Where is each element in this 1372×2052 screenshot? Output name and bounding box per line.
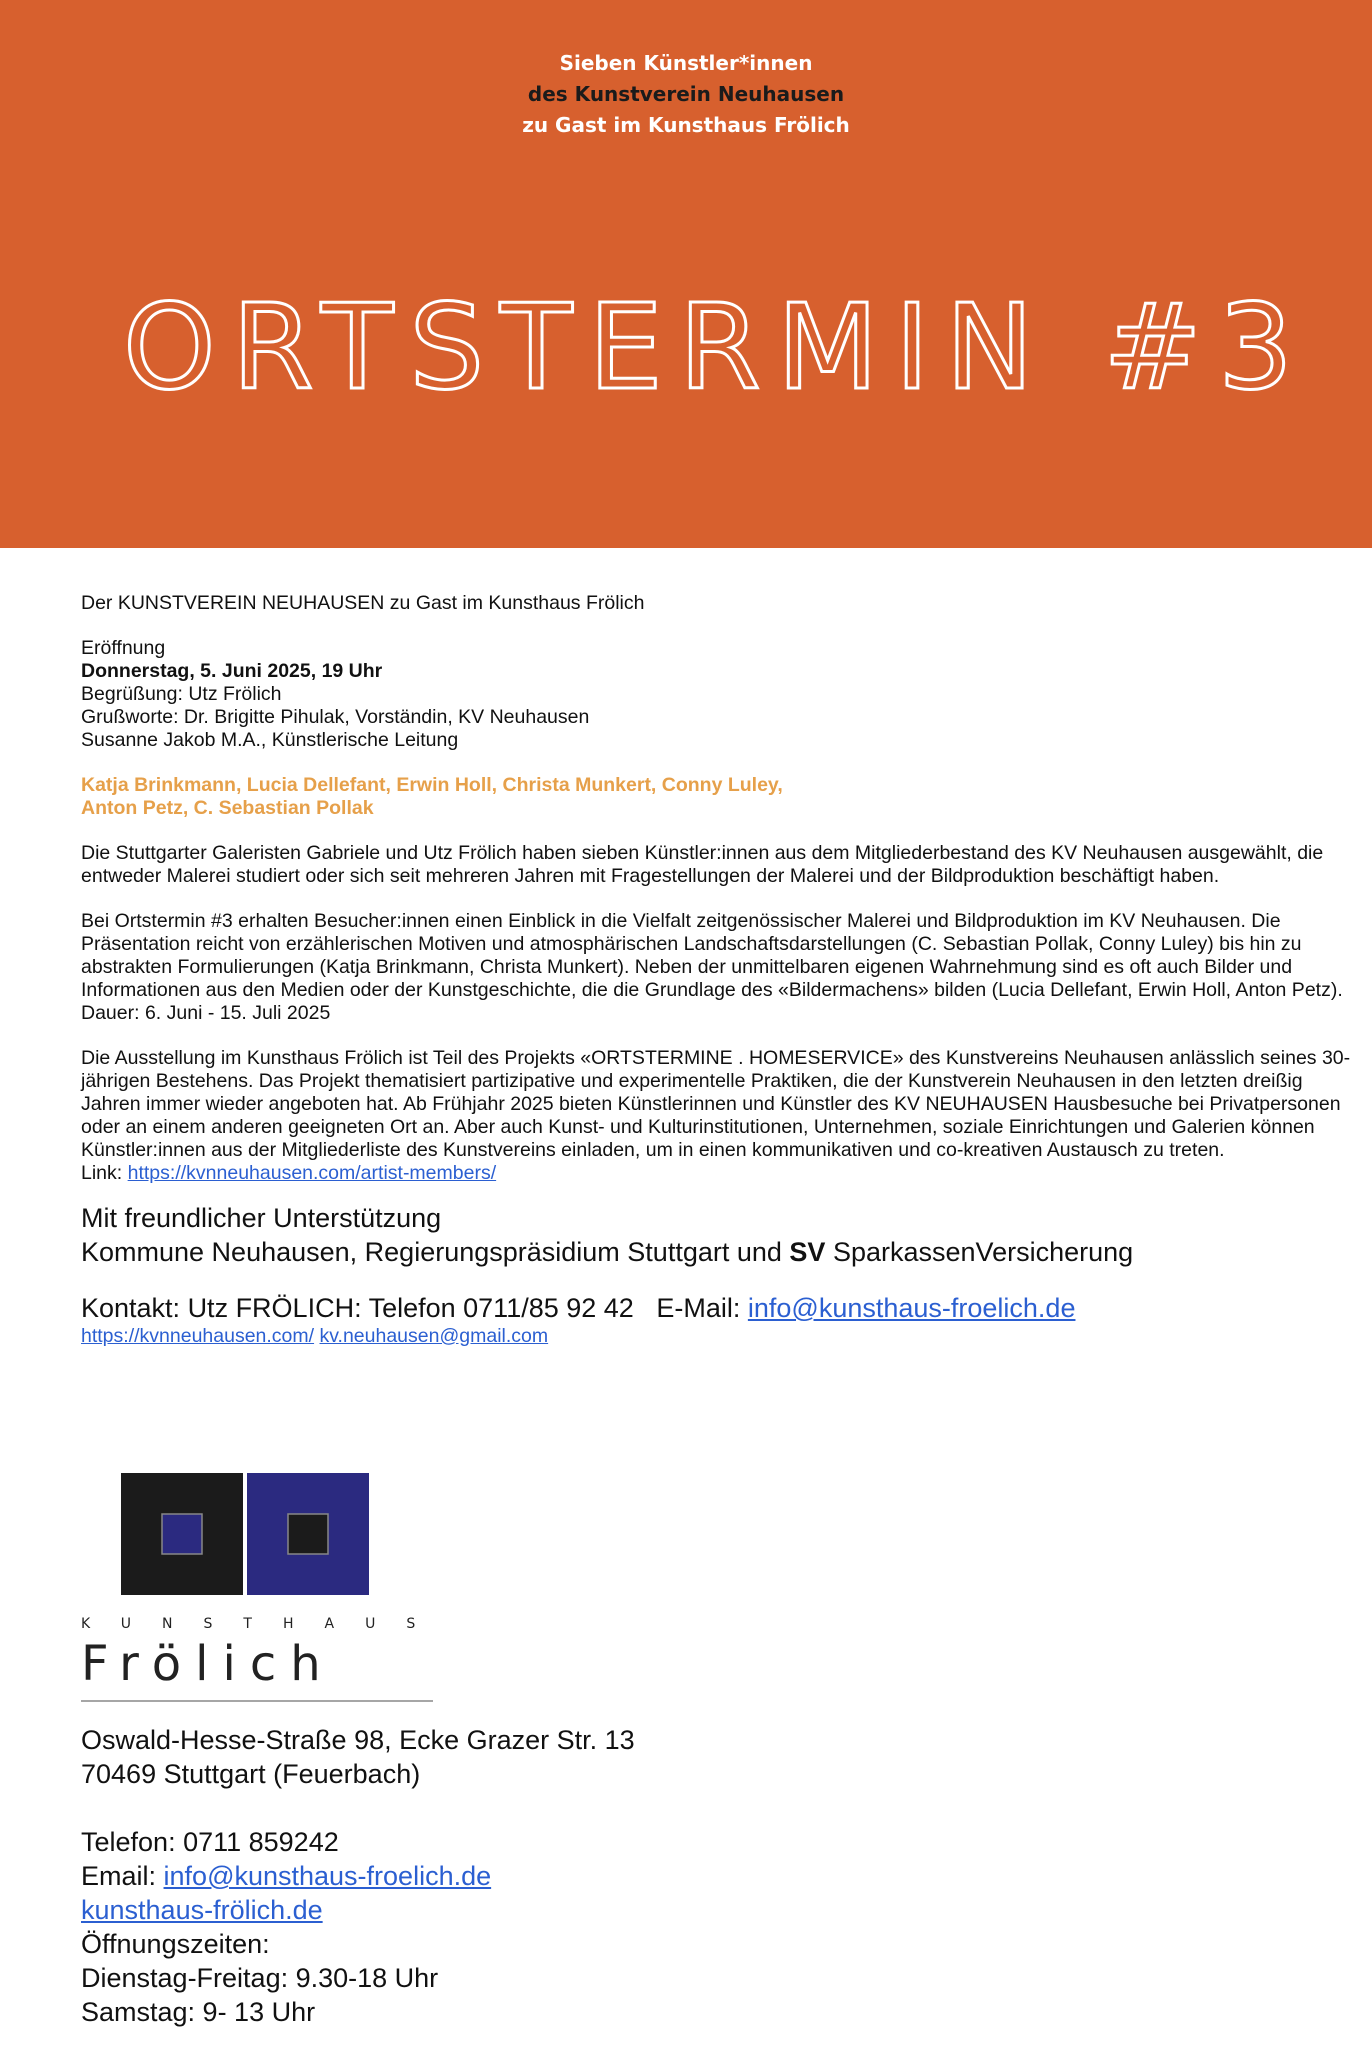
artist-members-link[interactable]: https://kvnneuhausen.com/artist-members/ [127,1162,497,1184]
contact-line [81,1291,1361,1325]
banner-title-text: ORTSTERMIN #3 [122,278,1310,416]
contact-email-link[interactable]: info@kunsthaus-froelich.de [747,1293,1076,1323]
hours-label: Öffnungszeiten: [81,1929,270,1959]
support-prefix: Kommune Neuhausen, Regierungspräsidium Stuttgart und [81,1237,782,1267]
paragraph-presentation: Bei Ortstermin #3 erhalten Besucher:innen einen Einblick in die Vielfalt zeitgenössischer Malerei und Bildproduktion im KV Neuhausen. Die Präsentation reicht von erzählerischen Motiven und atmosphärischen Landschaftsdarstellungen (C. Sebastian Pollak, Conny Luley) bis hin zu abstrakten Formulierungen (Katja Brinkmann, Christa Munkert). Neben der unmittelbaren eigenen Wahrnehmung sind es oft auch Bilder und Informationen aus den Medien oder der Kunstgeschichte, die die Grundlage des «Bildermachens» bilden (Lucia Dellefant, Erwin Holl, Anton Petz). [81,910,1343,1001]
contact-links [81,1325,1361,1348]
header-banner [0,0,1372,548]
kv-email-link[interactable]: kv.neuhausen@gmail.com [319,1325,549,1347]
contact-email-label: E-Mail: [656,1293,741,1323]
banner-subtitle [0,48,1372,141]
paragraph-project: Die Ausstellung im Kunsthaus Frölich ist Teil des Projekts «ORTSTERMINE . HOMESERVICE» des Kunstvereins Neuhausen anlässlich seines 30-jährigen Bestehens. Das Projekt thematisiert partizipative und experimentelle Praktiken, die der Kunstverein Neuhausen in den letzten dreißig Jahren immer wieder angeboten hat. Ab Frühjahr 2025 bieten Künstlerinnen und Künstler des KV NEUHAUSEN Hausbesuche bei Privatpersonen oder an einem anderen geeigneten Ort an. Aber auch Kunst- und Kulturinstitutionen, Unternehmen, soziale Einrichtungen und Galerien können Künstler:innen aus der Mitgliederliste des Kunstvereins einladen, um in einen kommunikativen und co-kreativen Austausch zu treten. [81,1047,1351,1161]
artists-line-1: Katja Brinkmann, Lucia Dellefant, Erwin Holl, Christa Munkert, Conny Luley, [81,774,783,796]
banner-subtitle-line-3: zu Gast im Kunsthaus Frölich [522,113,850,137]
banner-subtitle-line-2: des Kunstverein Neuhausen [527,82,845,106]
address-city: 70469 Stuttgart (Feuerbach) [81,1759,421,1789]
support-line [81,1235,1361,1269]
main-content [81,592,1361,1348]
kv-website-link[interactable]: https://kvnneuhausen.com/ [81,1325,315,1347]
address-email-link[interactable]: info@kunsthaus-froelich.de [163,1861,492,1891]
opening-date: Donnerstag, 5. Juni 2025, 19 Uhr [81,660,383,682]
opening-curator: Susanne Jakob M.A., Künstlerische Leitung [81,729,459,751]
logo-top-text: KUNSTHAUS [81,1616,436,1632]
sv-logo-text: SV [789,1237,826,1267]
duration: Dauer: 6. Juni - 15. Juli 2025 [81,1002,331,1024]
address-street: Oswald-Hesse-Straße 98, Ecke Grazer Str. 13 [81,1725,635,1755]
hours-saturday: Samstag: 9- 13 Uhr [81,1997,316,2027]
link-label: Link: [81,1162,123,1184]
logo-inner-blue-square [162,1514,202,1554]
address-website-line [81,1893,635,1927]
logo-graphic [81,1473,436,1703]
support-heading: Mit freundlicher Unterstützung [81,1203,442,1233]
opening-greeting: Begrüßung: Utz Frölich [81,683,282,705]
address-website-link[interactable]: kunsthaus-frölich.de [81,1895,323,1925]
address-block [81,1723,635,2029]
logo-name: Frölich [81,1636,335,1692]
opening-words: Grußworte: Dr. Brigitte Pihulak, Vorständin, KV Neuhausen [81,706,590,728]
artists-line-2: Anton Petz, C. Sebastian Pollak [81,797,374,819]
link-line [81,1162,1361,1185]
contact-text: Kontakt: Utz FRÖLICH: Telefon 0711/85 92 42 [81,1293,634,1323]
paragraph-selection: Die Stuttgarter Galeristen Gabriele und Utz Frölich haben sieben Künstler:innen aus dem Mitgliederbestand des KV Neuhausen ausgewählt, die entweder Malerei studiert oder sich seit mehreren Jahren mit Fragestellungen der Malerei und der Bildproduktion beschäftigt haben. [81,842,1324,887]
opening-label: Eröffnung [81,637,166,659]
banner-title [0,270,1372,420]
intro-line: Der KUNSTVEREIN NEUHAUSEN zu Gast im Kunsthaus Frölich [81,592,645,614]
logo-inner-dark-square [288,1514,328,1554]
kunsthaus-logo [81,1473,436,1703]
address-email-line [81,1859,635,1893]
address-phone: Telefon: 0711 859242 [81,1827,339,1857]
address-email-label: Email: [81,1861,157,1891]
hours-weekday: Dienstag-Freitag: 9.30-18 Uhr [81,1963,439,1993]
banner-subtitle-line-1: Sieben Künstler*innen [559,51,813,75]
support-suffix: SparkassenVersicherung [832,1237,1134,1267]
